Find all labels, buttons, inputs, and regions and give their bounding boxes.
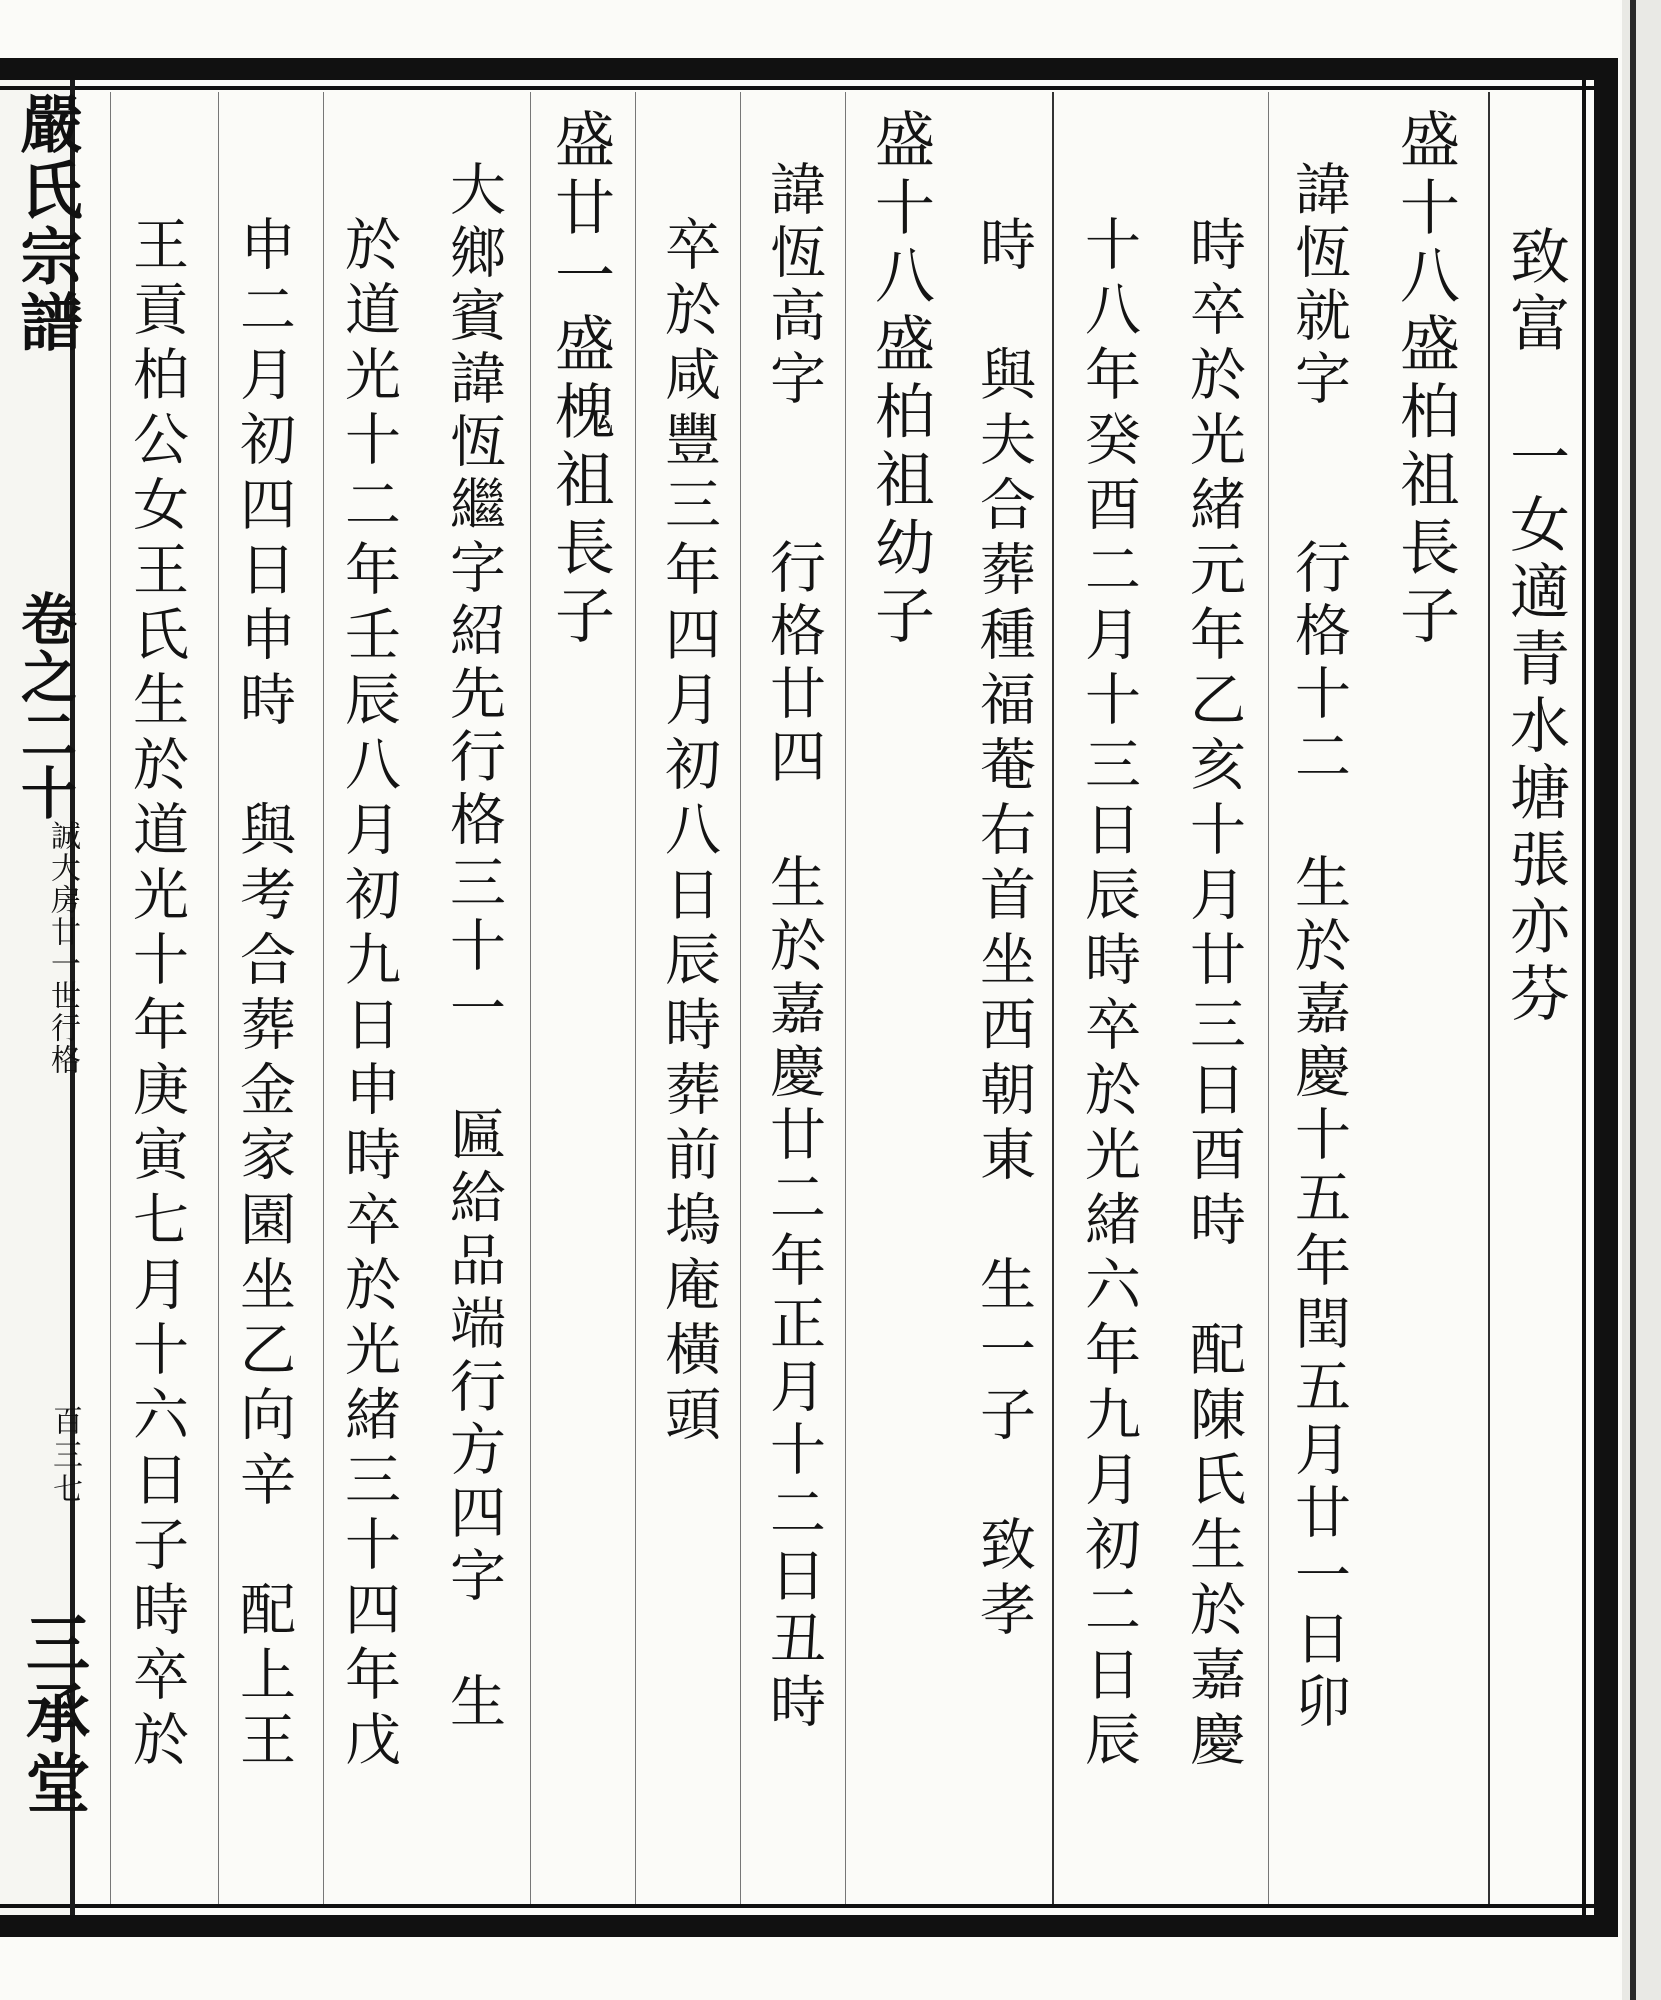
text-column-14: 王貢柏公女王氏生於道光十年庚寅七月十六日子時卒於 [124,215,189,1775]
column-rule [740,92,741,1904]
column-rule [845,92,846,1904]
frame-right-inner-border [1582,80,1586,1915]
text-column-8: 諱恆高字 行格廿四 生於嘉慶廿二年正月十二日丑時 [761,160,826,1735]
column-rule [530,92,531,1904]
gutter-hall-name: 三承堂 [15,1610,89,1820]
book-edge-line [1630,0,1636,2000]
column-rule [110,92,111,1904]
gutter-branch: 誠大房廿一世行格 [45,820,80,1076]
text-column-6: 時 與夫合葬種福菴右首坐西朝東 生一子 致孝 [971,215,1036,1645]
text-column-9: 卒於咸豐三年四月初八日辰時葬前塢庵橫頭 [656,215,721,1450]
text-column-3: 諱恆就字 行格十二 生於嘉慶十五年閏五月廿一日卯 [1286,160,1351,1735]
text-column-12: 於道光十二年壬辰八月初九日申時卒於光緒三十四年戊 [336,215,401,1775]
book-edge [1622,0,1661,2000]
frame-top-border [0,58,1600,80]
column-rule [1052,92,1054,1904]
gutter-page-number: 百三七 [47,1405,82,1507]
text-column-11: 大鄉賓諱恆繼字紹先行格三十一 匾給品端行方四字 生 [441,160,506,1735]
text-column-10: 盛廿一盛槐祖長子 [545,108,615,652]
column-rule [323,92,324,1904]
text-column-4: 時卒於光緒元年乙亥十月廿三日酉時 配陳氏生於嘉慶 [1181,215,1246,1775]
text-column-5: 十八年癸酉二月十三日辰時卒於光緒六年九月初二日辰 [1076,215,1141,1775]
text-column-2: 盛十八盛柏祖長子 [1390,108,1460,652]
gutter-volume: 卷之二十 [12,590,77,822]
column-rule [218,92,219,1904]
column-rule [1268,92,1269,1904]
column-rule [635,92,636,1904]
text-column-7: 盛十八盛柏祖幼子 [865,108,935,652]
text-column-1: 致富 一女適青水塘張亦芬 [1500,225,1570,1029]
frame-top-inner-border [0,86,1600,90]
frame-bottom-border [0,1915,1600,1937]
gutter-book-title: 嚴氏宗譜 [10,92,83,356]
text-column-13: 申二月初四日申時 與考合葬金家園坐乙向辛 配上王 [231,215,296,1775]
column-rule [1488,92,1490,1904]
frame-bottom-inner-border [0,1904,1600,1908]
frame-right-border [1594,58,1618,1937]
